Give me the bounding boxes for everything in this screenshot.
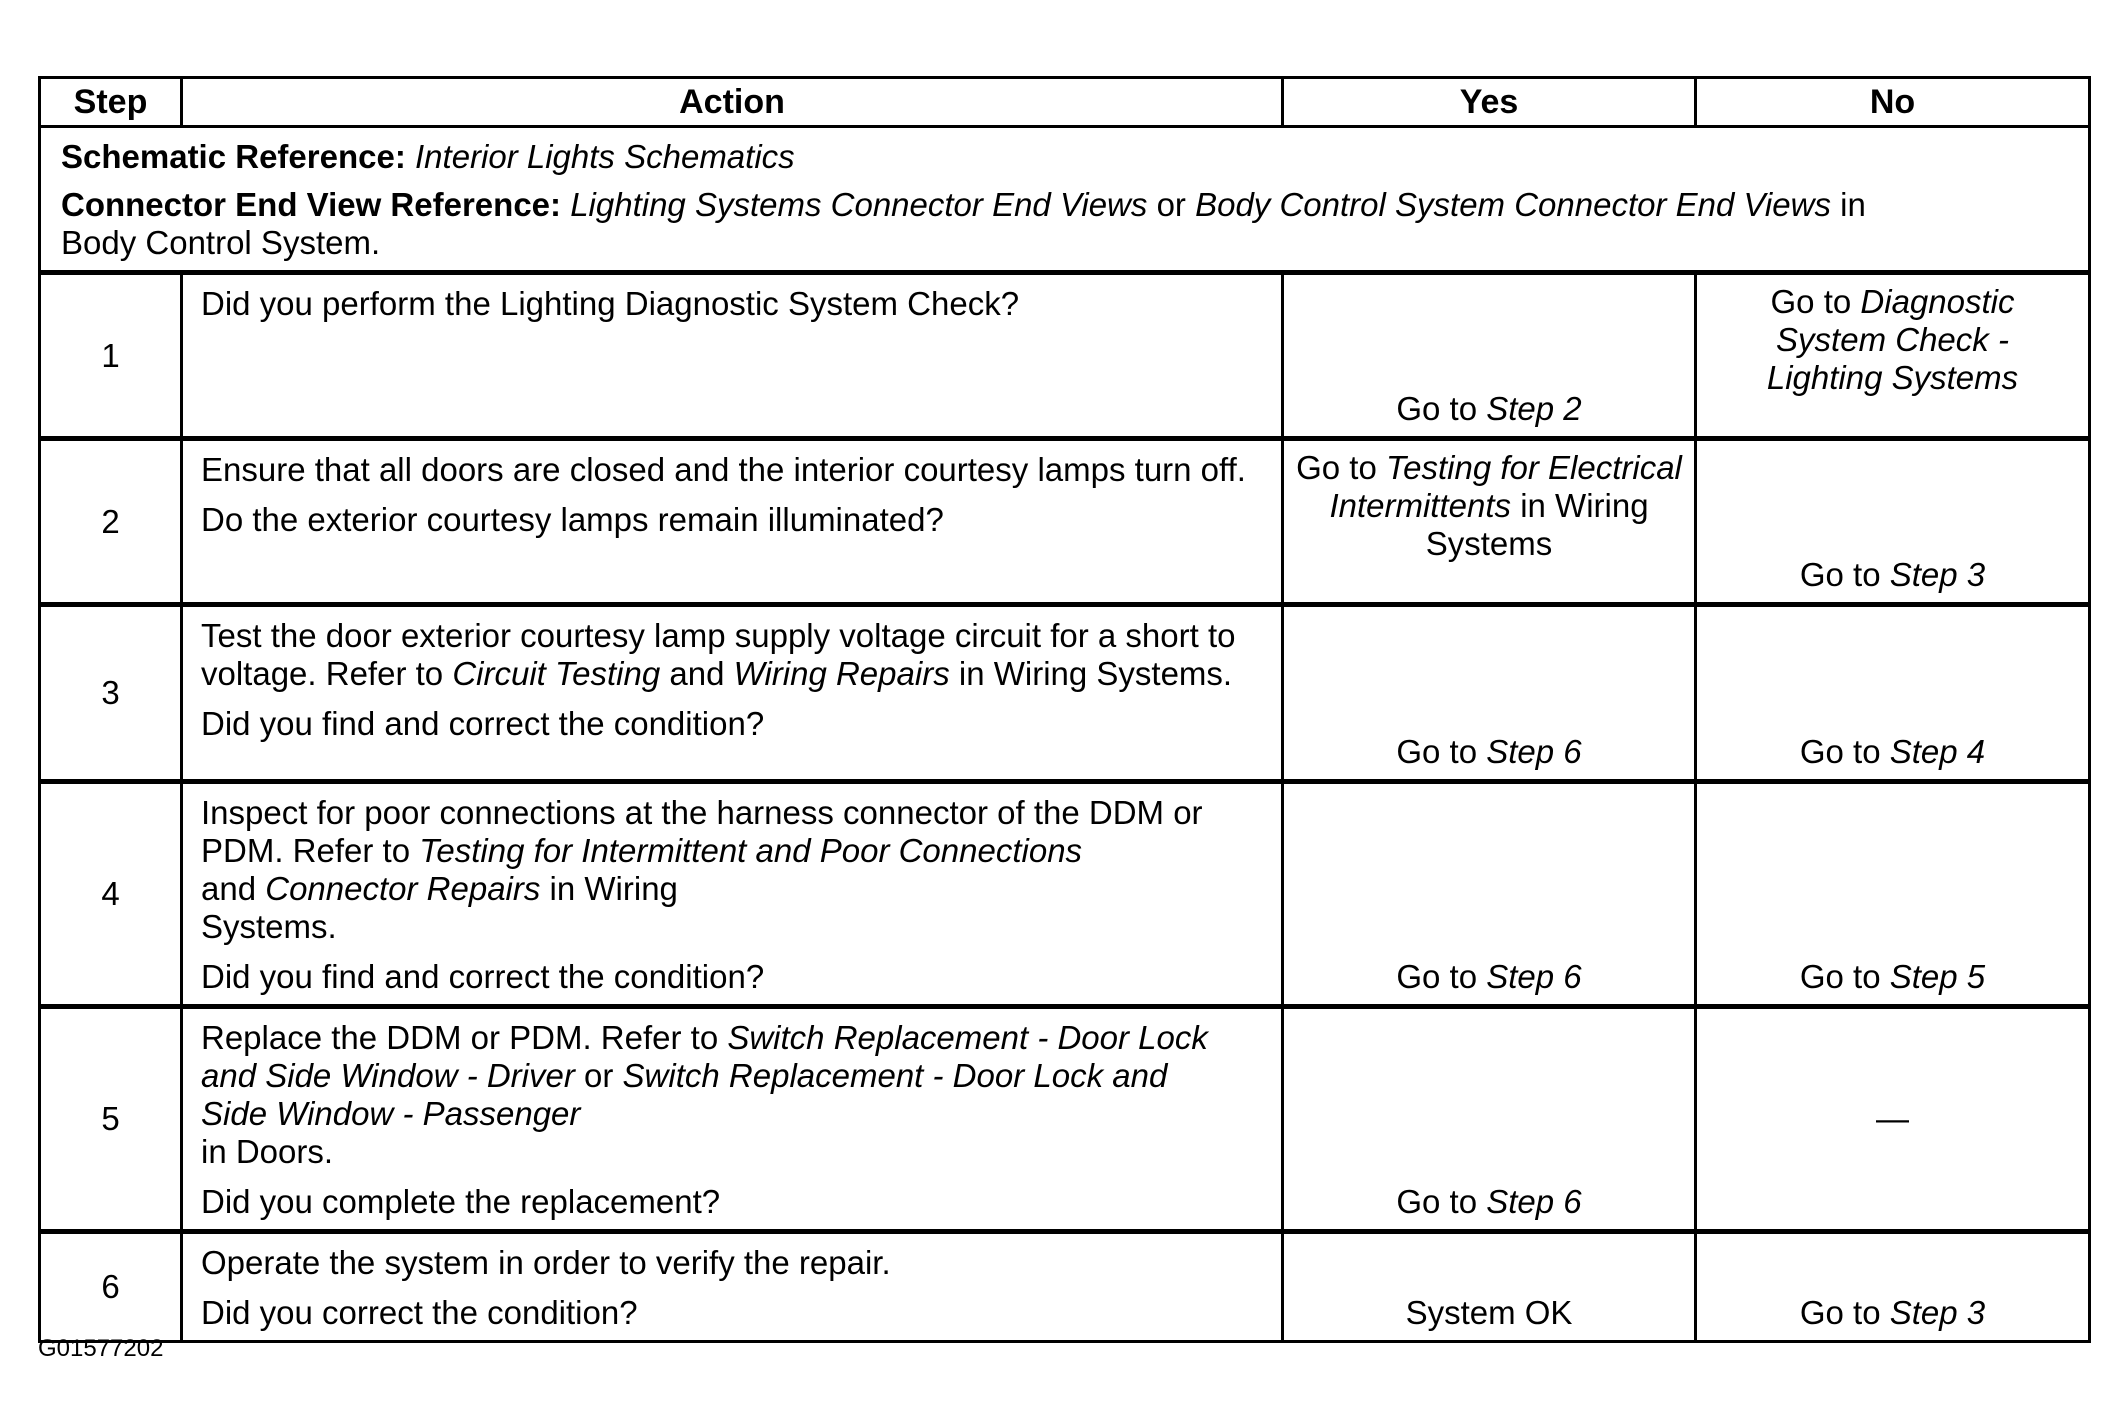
action-text: and [669, 655, 725, 692]
no-cell [1696, 1007, 2090, 1232]
connector-reference-link-1[interactable]: Lighting Systems Connector End Views [570, 186, 1148, 223]
yes-prefix: Go to [1396, 733, 1478, 770]
header-no: No [1696, 78, 2090, 127]
action-cell [182, 439, 1283, 605]
no-dash: — [1876, 1100, 1909, 1137]
action-cell [182, 273, 1283, 439]
connector-reference-link-2[interactable]: Body Control System Connector End Views [1195, 186, 1831, 223]
yes-result: System OK [1405, 1294, 1573, 1331]
step-number: 2 [40, 439, 182, 605]
figure-id: G01577202 [38, 1335, 164, 1362]
schematic-reference-link[interactable]: Interior Lights Schematics [415, 138, 795, 175]
yes-target-link[interactable]: Step 6 [1486, 1183, 1582, 1220]
action-instruction: Ensure that all doors are closed and the interior courtesy lamps turn off. [201, 451, 1246, 488]
action-text: Replace the DDM or PDM. Refer to [201, 1019, 719, 1056]
no-prefix: Go to [1799, 733, 1881, 770]
action-question: Did you complete the replacement? [201, 1183, 721, 1220]
intermittent-connections-link[interactable]: Testing for Intermittent and Poor Connections [419, 832, 1083, 869]
connector-reference-tail: in Body Control System. [61, 186, 1866, 261]
reference-cell [40, 127, 2090, 273]
connector-repairs-link[interactable]: Connector Repairs [265, 870, 541, 907]
action-text: in Wiring [549, 870, 678, 907]
circuit-testing-link[interactable]: Circuit Testing [452, 655, 661, 692]
connector-reference-label: Connector End View Reference: [61, 186, 562, 223]
passenger-switch-replacement-link[interactable]: Switch Replacement - Door Lock and Side Window - Passenger [201, 1057, 1168, 1132]
yes-cell [1283, 782, 1696, 1007]
action-question: Did you find and correct the condition? [201, 705, 765, 742]
action-question: Did you correct the condition? [201, 1294, 638, 1331]
yes-cell [1283, 605, 1696, 782]
header-row [40, 78, 2090, 127]
no-cell [1696, 439, 2090, 605]
table-row [40, 1007, 2090, 1232]
yes-target-link[interactable]: Step 2 [1486, 390, 1582, 427]
yes-prefix: Go to [1296, 449, 1377, 486]
yes-prefix: Go to [1396, 1183, 1478, 1220]
action-cell [182, 605, 1283, 782]
action-cell [182, 782, 1283, 1007]
no-target-link[interactable]: Step 3 [1889, 556, 1986, 593]
driver-switch-replacement-link[interactable]: Switch Replacement - Door Lock and Side Window - Driver [201, 1019, 1208, 1094]
action-text: in Doors. [201, 1133, 334, 1170]
diagnostic-table-container [38, 76, 2088, 1343]
step-number: 3 [40, 605, 182, 782]
no-target-link[interactable]: Diagnostic System Check - Lighting Systems [1766, 283, 2019, 396]
yes-target-link[interactable]: Testing for Electrical Intermittents [1329, 449, 1682, 524]
no-prefix: Go to [1799, 556, 1881, 593]
no-prefix: Go to [1799, 1294, 1881, 1331]
action-text: and [201, 870, 257, 907]
yes-prefix: Go to [1396, 390, 1478, 427]
yes-target-link[interactable]: Step 6 [1486, 958, 1582, 995]
action-question: Did you find and correct the condition? [201, 958, 765, 995]
connector-reference-or: or [1156, 186, 1186, 223]
table-row [40, 1232, 2090, 1342]
diagnostic-table [38, 76, 2091, 1343]
action-text: in Wiring Systems. [958, 655, 1233, 692]
table-row [40, 273, 2090, 439]
table-row [40, 782, 2090, 1007]
table-row [40, 439, 2090, 605]
action-instruction [201, 617, 1241, 693]
table-row [40, 605, 2090, 782]
yes-prefix: Go to [1396, 958, 1478, 995]
action-instruction [201, 794, 1265, 946]
step-number: 6 [40, 1232, 182, 1342]
no-prefix: Go to [1770, 283, 1852, 320]
reference-row [40, 127, 2090, 273]
action-instruction: Operate the system in order to verify the repair. [201, 1244, 891, 1281]
connector-reference [61, 186, 1901, 262]
action-cell [182, 1007, 1283, 1232]
yes-target-link[interactable]: Step 6 [1486, 733, 1582, 770]
header-action: Action [182, 78, 1283, 127]
yes-cell [1283, 1232, 1696, 1342]
no-target-link[interactable]: Step 3 [1889, 1294, 1986, 1331]
yes-suffix: in Wiring Systems [1425, 487, 1649, 562]
yes-cell [1283, 273, 1696, 439]
no-cell [1696, 273, 2090, 439]
yes-cell [1283, 439, 1696, 605]
yes-cell [1283, 1007, 1696, 1232]
action-text: Inspect for poor connections at the harness connector of the DDM or PDM. Refer to [201, 794, 1203, 869]
action-text: Test the door exterior courtesy lamp supply voltage circuit for a short to voltage. Refer to [201, 617, 1236, 692]
action-text: or [584, 1057, 614, 1094]
action-cell [182, 1232, 1283, 1342]
no-prefix: Go to [1799, 958, 1881, 995]
no-target-link[interactable]: Step 4 [1889, 733, 1986, 770]
step-number: 1 [40, 273, 182, 439]
no-target-link[interactable]: Step 5 [1889, 958, 1986, 995]
step-number: 4 [40, 782, 182, 1007]
step-number: 5 [40, 1007, 182, 1232]
header-step: Step [40, 78, 182, 127]
action-question: Did you perform the Lighting Diagnostic System Check? [201, 285, 1020, 322]
no-cell [1696, 605, 2090, 782]
action-instruction [201, 1019, 1241, 1171]
action-text: Systems. [201, 908, 337, 945]
no-cell [1696, 782, 2090, 1007]
schematic-reference [61, 138, 2068, 176]
schematic-reference-label: Schematic Reference: [61, 138, 406, 175]
no-cell [1696, 1232, 2090, 1342]
header-yes: Yes [1283, 78, 1696, 127]
wiring-repairs-link[interactable]: Wiring Repairs [733, 655, 950, 692]
action-question: Do the exterior courtesy lamps remain illuminated? [201, 501, 944, 538]
